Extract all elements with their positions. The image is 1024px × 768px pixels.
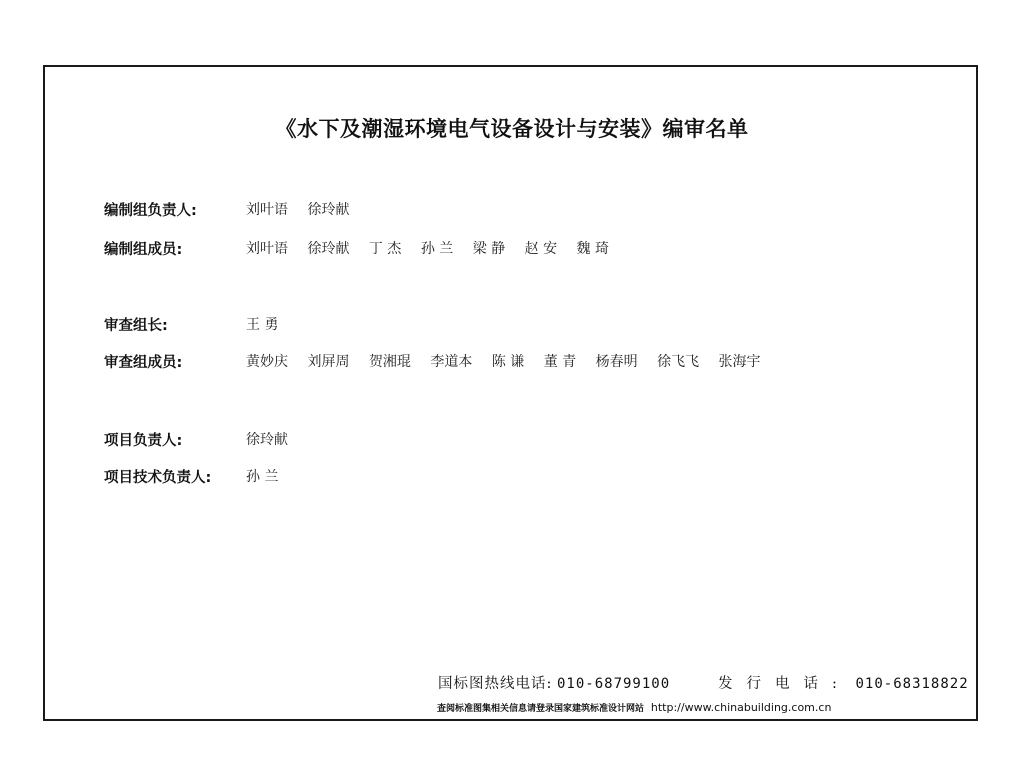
person-name: 徐玲献 bbox=[246, 432, 288, 448]
group-label: 项目技术负责人: bbox=[104, 470, 212, 486]
hotline-label: 国标图热线电话: bbox=[438, 676, 553, 692]
group-label: 审查组成员: bbox=[104, 355, 183, 371]
group-names bbox=[246, 199, 364, 219]
website-url[interactable]: http://www.chinabuilding.com.cn bbox=[650, 701, 832, 714]
document-title: 《水下及潮湿环境电气设备设计与安装》编审名单 bbox=[275, 117, 749, 141]
page-border-frame bbox=[43, 65, 978, 721]
person-name: 王 勇 bbox=[246, 317, 279, 333]
person-name: 刘屏周 bbox=[307, 354, 350, 370]
publish-label: 发行电话: bbox=[718, 676, 851, 692]
person-name: 杨春明 bbox=[595, 354, 638, 370]
group-names bbox=[246, 429, 303, 449]
group-names bbox=[246, 351, 776, 371]
website-label: 查阅标准图集相关信息请登录国家建筑标准设计网站 bbox=[437, 704, 645, 714]
publish-line bbox=[718, 672, 969, 693]
person-name: 徐飞飞 bbox=[657, 354, 700, 370]
person-name: 魏 琦 bbox=[576, 241, 609, 257]
person-name: 陈 谦 bbox=[491, 354, 525, 370]
group-label: 编制组负责人: bbox=[104, 203, 197, 219]
group-label: 编制组成员: bbox=[104, 242, 183, 258]
group-label: 审查组长: bbox=[104, 318, 168, 334]
person-name: 孙 兰 bbox=[420, 241, 454, 257]
person-name: 孙 兰 bbox=[246, 469, 279, 485]
person-name: 刘叶语 bbox=[246, 241, 288, 257]
person-name: 刘叶语 bbox=[246, 202, 288, 218]
hotline-line bbox=[438, 672, 670, 693]
person-name: 梁 静 bbox=[472, 241, 506, 257]
person-name: 李道本 bbox=[430, 354, 473, 370]
person-name: 丁 杰 bbox=[368, 241, 402, 257]
person-name: 黄妙庆 bbox=[246, 354, 288, 370]
group-names bbox=[246, 314, 293, 334]
publish-number: 010-68318822 bbox=[855, 676, 969, 692]
hotline-number: 010-68799100 bbox=[557, 676, 671, 692]
person-name: 董 青 bbox=[543, 354, 577, 370]
person-name: 赵 安 bbox=[524, 241, 558, 257]
person-name: 贺湘琨 bbox=[368, 354, 411, 370]
group-label: 项目负责人: bbox=[104, 433, 183, 449]
person-name: 张海宇 bbox=[718, 354, 761, 370]
person-name: 徐玲献 bbox=[307, 202, 350, 218]
person-name: 徐玲献 bbox=[307, 241, 350, 257]
group-names bbox=[246, 466, 293, 486]
website-line bbox=[437, 701, 831, 714]
group-names bbox=[246, 238, 624, 258]
